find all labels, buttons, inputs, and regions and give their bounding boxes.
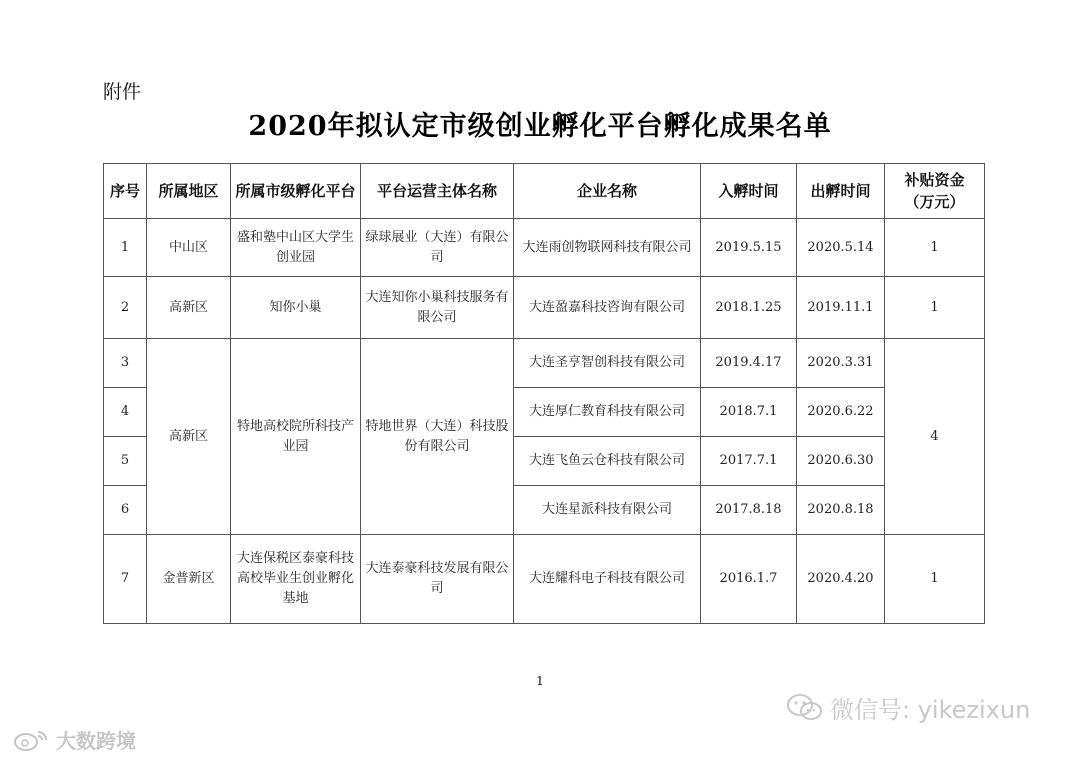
row-seq: 7	[104, 535, 147, 624]
row-start: 2017.8.18	[701, 486, 797, 535]
header-incubation-end: 出孵时间	[797, 164, 885, 219]
row-operator: 特地世界（大连）科技股份有限公司	[361, 339, 514, 535]
row-end: 2020.6.30	[797, 437, 885, 486]
row-district: 高新区	[147, 277, 231, 339]
header-seq: 序号	[104, 164, 147, 219]
row-platform: 知你小巢	[231, 277, 361, 339]
row-company: 大连厚仁教育科技有限公司	[514, 388, 701, 437]
row-seq: 5	[104, 437, 147, 486]
weibo-watermark	[12, 725, 136, 754]
row-end: 2020.6.22	[797, 388, 885, 437]
wechat-icon	[786, 693, 824, 723]
row-start: 2019.4.17	[701, 339, 797, 388]
row-end: 2020.8.18	[797, 486, 885, 535]
table-row	[104, 277, 985, 339]
attachment-label: 附件	[103, 81, 142, 103]
row-end: 2019.11.1	[797, 277, 885, 339]
row-start: 2016.1.7	[701, 535, 797, 624]
row-company: 大连圣亨智创科技有限公司	[514, 339, 701, 388]
header-platform: 所属市级孵化平台	[231, 164, 361, 219]
row-start: 2018.7.1	[701, 388, 797, 437]
row-district: 金普新区	[147, 535, 231, 624]
wechat-watermark	[786, 690, 1030, 725]
incubation-results-table	[103, 163, 985, 624]
row-start: 2019.5.15	[701, 219, 797, 277]
row-seq: 3	[104, 339, 147, 388]
row-end: 2020.3.31	[797, 339, 885, 388]
row-platform: 大连保税区泰豪科技高校毕业生创业孵化基地	[231, 535, 361, 624]
row-subsidy: 1	[885, 277, 985, 339]
row-start: 2018.1.25	[701, 277, 797, 339]
table-header-row	[104, 164, 985, 219]
row-subsidy: 4	[885, 339, 985, 535]
row-company: 大连雨创物联网科技有限公司	[514, 219, 701, 277]
table-row	[104, 535, 985, 624]
row-operator: 绿球展业（大连）有限公司	[361, 219, 514, 277]
weibo-icon	[12, 728, 52, 752]
row-district: 中山区	[147, 219, 231, 277]
wechat-watermark-text: 微信号: yikezixun	[830, 696, 1031, 724]
header-subsidy: 补贴资金 （万元）	[885, 164, 985, 219]
row-company: 大连耀科电子科技有限公司	[514, 535, 701, 624]
row-end: 2020.5.14	[797, 219, 885, 277]
header-operator: 平台运营主体名称	[361, 164, 514, 219]
row-operator: 大连知你小巢科技服务有限公司	[361, 277, 514, 339]
row-company: 大连盈嘉科技咨询有限公司	[514, 277, 701, 339]
table-row	[104, 339, 985, 388]
row-company: 大连飞鱼云仓科技有限公司	[514, 437, 701, 486]
row-operator: 大连泰豪科技发展有限公司	[361, 535, 514, 624]
row-subsidy: 1	[885, 219, 985, 277]
header-district: 所属地区	[147, 164, 231, 219]
row-district: 高新区	[147, 339, 231, 535]
header-incubation-start: 入孵时间	[701, 164, 797, 219]
row-subsidy: 1	[885, 535, 985, 624]
document-title: 2020年拟认定市级创业孵化平台孵化成果名单	[248, 111, 832, 142]
row-company: 大连星派科技有限公司	[514, 486, 701, 535]
weibo-watermark-text: 大数跨境	[56, 729, 136, 753]
row-platform: 特地高校院所科技产业园	[231, 339, 361, 535]
row-start: 2017.7.1	[701, 437, 797, 486]
row-seq: 1	[104, 219, 147, 277]
row-seq: 4	[104, 388, 147, 437]
row-seq: 6	[104, 486, 147, 535]
table-row	[104, 219, 985, 277]
row-seq: 2	[104, 277, 147, 339]
page-number: 1	[536, 674, 544, 688]
header-company: 企业名称	[514, 164, 701, 219]
row-end: 2020.4.20	[797, 535, 885, 624]
row-platform: 盛和塾中山区大学生创业园	[231, 219, 361, 277]
